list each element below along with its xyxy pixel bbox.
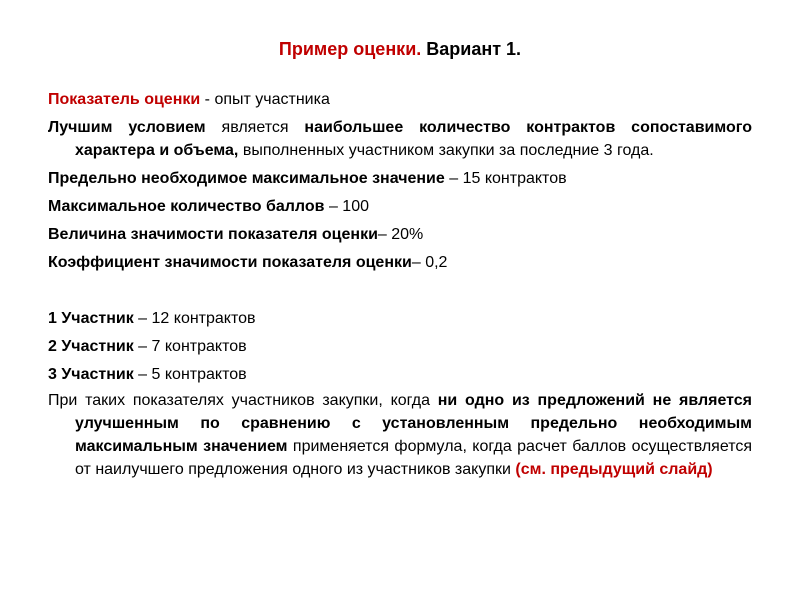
param-label: Максимальное количество баллов [48, 198, 325, 215]
param-value: – 20% [377, 226, 424, 243]
title-red-part: Пример оценки. [278, 39, 422, 59]
indicator-label: Показатель оценки [48, 91, 201, 108]
participant-label: 3 Участник [48, 366, 134, 383]
conclusion-intro: При таких показателях участников закупки, когда [48, 392, 438, 409]
conclusion-condition: ни одно из предложений не является улучшенным по сравнению с установленным предельно необходимым максимальным значением [75, 392, 752, 455]
conclusion-formula: применяется формула, когда расчет баллов осуществляется от наилучшего предложения одного из участников закупки [75, 438, 753, 478]
conclusion-reference: (см. предыдущий слайд) [515, 461, 713, 478]
best-condition-label: Лучшим условием [48, 119, 206, 136]
participant-value: – 7 контрактов [133, 338, 247, 355]
slide-title [0, 37, 800, 61]
participant-label: 2 Участник [48, 338, 134, 355]
param-value: – 15 контрактов [444, 170, 567, 187]
param-row-coefficient [48, 251, 752, 274]
best-condition-criterion: наибольшее количество контрактов сопоставимого характера и объема, [75, 119, 752, 159]
best-condition-tail: выполненных участником закупки за последние 3 года. [238, 142, 654, 159]
participant-row-1 [48, 307, 752, 330]
participant-value: – 5 контрактов [133, 366, 247, 383]
param-row-weight [48, 223, 752, 246]
indicator-value: - опыт участника [200, 91, 330, 108]
param-value: – 0,2 [411, 254, 448, 271]
param-label: Величина значимости показателя оценки [48, 226, 378, 243]
param-row-max-points [48, 195, 752, 218]
slide-body [48, 88, 752, 486]
conclusion-paragraph [48, 389, 752, 481]
param-row-max-value [48, 167, 752, 190]
participant-label: 1 Участник [48, 310, 134, 327]
param-value: – 100 [324, 198, 369, 215]
best-condition-paragraph [48, 116, 752, 162]
spacer [48, 279, 752, 307]
title-black-part: Вариант 1. [421, 39, 522, 59]
participant-value: – 12 контрактов [133, 310, 256, 327]
participant-row-2 [48, 335, 752, 358]
param-label: Предельно необходимое максимальное значение [48, 170, 445, 187]
participant-row-3 [48, 363, 752, 386]
best-condition-verb: является [205, 119, 305, 136]
indicator-line [48, 88, 752, 111]
param-label: Коэффициент значимости показателя оценки [48, 254, 412, 271]
